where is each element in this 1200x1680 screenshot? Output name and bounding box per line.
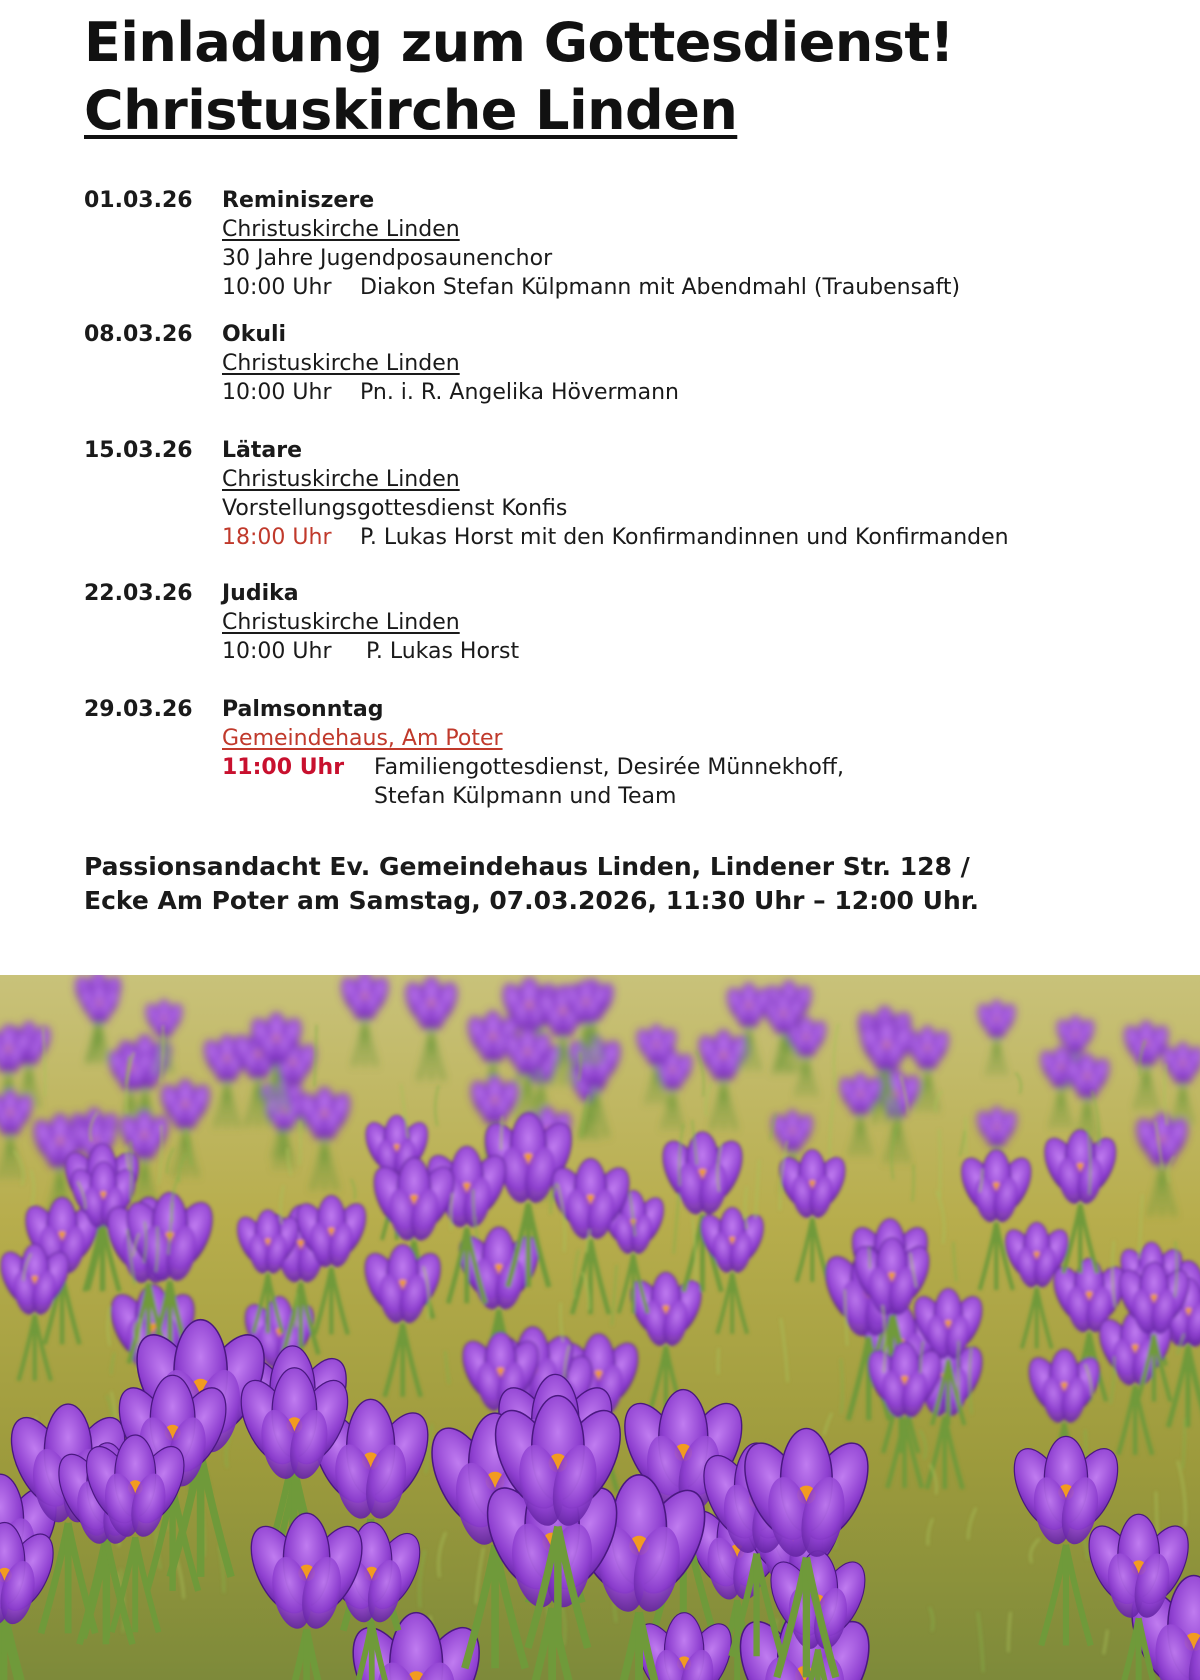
grass-blade — [966, 1117, 967, 1155]
service-place: Gemeindehaus, Am Poter — [222, 726, 503, 751]
service-feast: Palmsonntag — [222, 697, 384, 722]
page-title: Einladung zum Gottesdienst! — [84, 11, 954, 74]
service-item — [84, 320, 1144, 436]
service-place: Christuskirche Linden — [222, 467, 460, 492]
service-officiant: Diakon Stefan Külpmann mit Abendmahl (Traubensaft) — [360, 275, 961, 300]
service-time-row — [222, 273, 1144, 302]
passion-devotion-notice — [84, 850, 1144, 918]
service-details — [222, 436, 1144, 552]
service-item — [84, 186, 1144, 320]
service-date: 08.03.26 — [84, 322, 193, 347]
service-officiant: P. Lukas Horst mit den Konfirmandinnen und Konfirmanden — [360, 525, 1009, 550]
service-time-row — [222, 523, 1144, 552]
service-place: Christuskirche Linden — [222, 610, 460, 635]
service-details — [222, 695, 1144, 811]
service-place: Christuskirche Linden — [222, 217, 460, 242]
grass-blade — [131, 1141, 132, 1199]
service-time: 10:00 Uhr — [222, 380, 332, 405]
passion-line-2: Ecke Am Poter am Samstag, 07.03.2026, 11:30 Uhr – 12:00 Uhr. — [84, 886, 980, 915]
crocus-meadow-image — [0, 975, 1200, 1680]
grass-blade — [718, 1348, 719, 1374]
service-details — [222, 320, 1144, 407]
grass-blade — [300, 1121, 301, 1165]
church-name: Christuskirche Linden — [84, 79, 738, 142]
service-officiant: Familiengottesdienst, Desirée Münnekhoff, Stefan Külpmann und Team — [374, 755, 844, 809]
service-list — [84, 186, 1144, 811]
service-date: 22.03.26 — [84, 581, 193, 606]
service-feast: Lätare — [222, 438, 302, 463]
service-officiant: P. Lukas Horst — [366, 639, 520, 664]
service-item — [84, 579, 1144, 695]
service-time: 18:00 Uhr — [222, 525, 332, 550]
service-item — [84, 695, 1144, 811]
passion-line-1: Passionsandacht Ev. Gemeindehaus Linden, Lindener Str. 128 / — [84, 852, 970, 881]
service-feast: Okuli — [222, 322, 287, 347]
service-time: 10:00 Uhr — [222, 275, 332, 300]
crocus-meadow-photo — [0, 975, 1200, 1680]
service-details — [222, 579, 1144, 666]
service-note: Vorstellungsgottesdienst Konfis — [222, 496, 568, 521]
grass-blade — [869, 1247, 870, 1268]
service-note: 30 Jahre Jugendposaunenchor — [222, 246, 553, 271]
service-date: 15.03.26 — [84, 438, 193, 463]
service-place: Christuskirche Linden — [222, 351, 460, 376]
service-date: 29.03.26 — [84, 697, 193, 722]
service-time: 10:00 Uhr — [222, 639, 332, 664]
service-date: 01.03.26 — [84, 188, 193, 213]
service-details — [222, 186, 1144, 302]
service-time: 11:00 Uhr — [222, 755, 345, 780]
service-time-row — [222, 753, 1144, 811]
service-time-row — [222, 637, 1144, 666]
service-item — [84, 436, 1144, 579]
service-time-row — [222, 378, 1144, 407]
service-officiant: Pn. i. R. Angelika Hövermann — [360, 380, 679, 405]
service-feast: Judika — [222, 581, 299, 606]
grass-blade — [939, 1129, 940, 1198]
service-feast: Reminiszere — [222, 188, 375, 213]
